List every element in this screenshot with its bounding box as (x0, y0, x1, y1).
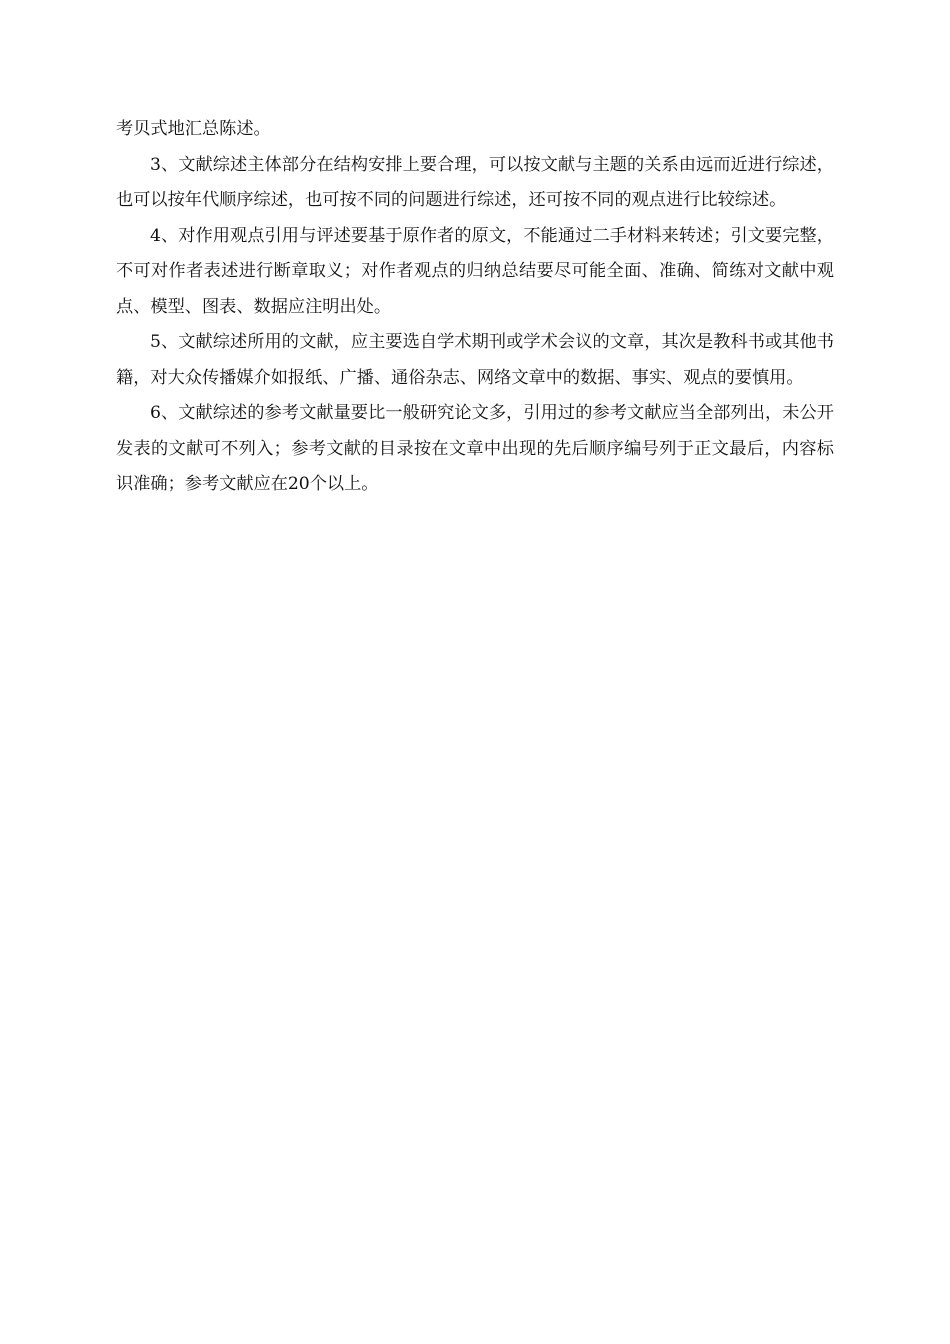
document-body (116, 112, 834, 503)
paragraph-item-5: 5、文献综述所用的文献，应主要选自学术期刊或学术会议的文章，其次是教科书或其他书籍，对大众传播媒介如报纸、广播、通俗杂志、网络文章中的数据、事实、观点的要慎用。 (116, 332, 834, 388)
paragraph-continuation: 考贝式地汇总陈述。 (116, 119, 271, 139)
paragraph-item-6: 6、文献综述的参考文献量要比一般研究论文多，引用过的参考文献应当全部列出，未公开发表的文献可不列入；参考文献的目录按在文章中出现的先后顺序编号列于正文最后，内容标识准确；参考文献应在20个以上。 (116, 403, 834, 494)
paragraph-item-3: 3、文献综述主体部分在结构安排上要合理，可以按文献与主题的关系由远而近进行综述，也可以按年代顺序综述，也可按不同的问题进行综述，还可按不同的观点进行比较综述。 (116, 154, 834, 210)
paragraph-item-4: 4、对作用观点引用与评述要基于原作者的原文，不能通过二手材料来转述；引文要完整，不可对作者表述进行断章取义；对作者观点的归纳总结要尽可能全面、准确、简练对文献中观点、模型、图表、数据应注明出处。 (116, 225, 834, 317)
